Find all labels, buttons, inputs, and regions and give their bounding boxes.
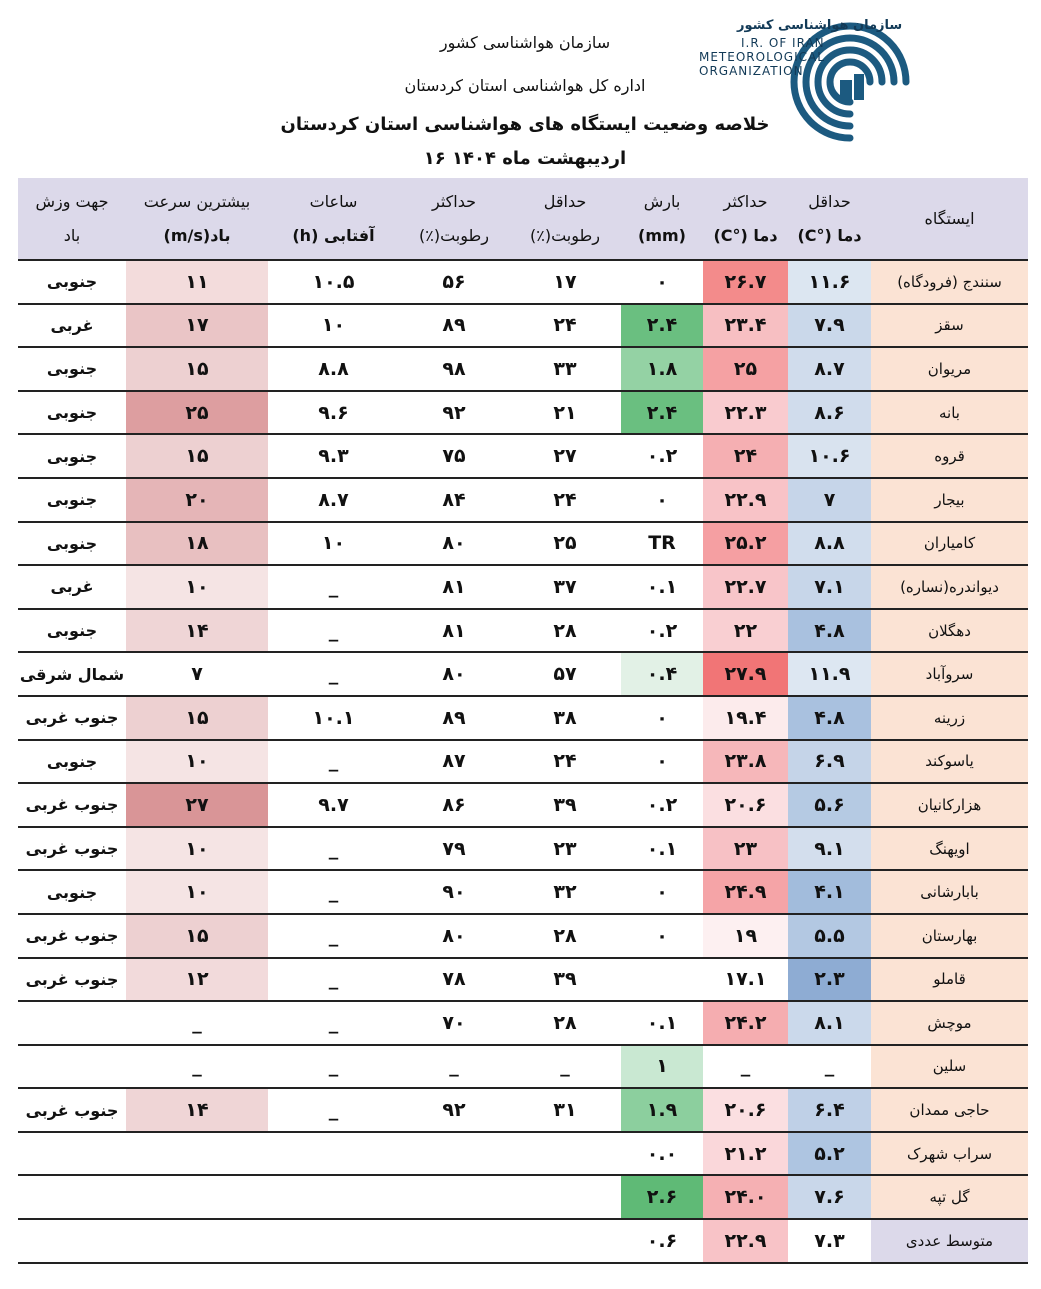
- cell-max-humidity: [399, 1175, 509, 1219]
- report-date: ۱۶ اردیبهشت ماه ۱۴۰۴: [423, 148, 627, 169]
- cell-sunshine-hours: ۱۰.۱: [268, 696, 399, 740]
- table-row: [18, 1132, 1028, 1176]
- cell-wind-direction: [18, 1132, 126, 1176]
- cell-min-temp: ۵.۶: [788, 783, 871, 827]
- cell-wind-direction: جنوبی: [18, 870, 126, 914]
- cell-max-wind-speed: ۱۰: [126, 565, 268, 609]
- cell-min-humidity: ۳۱: [509, 1088, 621, 1132]
- cell-wind-direction: جنوبی: [18, 522, 126, 566]
- cell-wind-direction: جنوب غربی: [18, 827, 126, 871]
- column-header-max-wind-speed: [126, 178, 268, 260]
- column-header-line-2: آفتابی (h): [292, 225, 375, 245]
- table-body: [18, 260, 1028, 1263]
- cell-max-wind-speed: ۲۰: [126, 478, 268, 522]
- cell-max-wind-speed: ۷: [126, 652, 268, 696]
- table-row: [18, 1088, 1028, 1132]
- cell-station: بیجار: [871, 478, 1028, 522]
- cell-precipitation: [621, 958, 703, 1002]
- table-header: [18, 178, 1028, 260]
- meteorological-organization-logo: [693, 14, 918, 144]
- cell-sunshine-hours: _: [268, 1045, 399, 1089]
- cell-min-temp: ۷.۱: [788, 565, 871, 609]
- cell-max-humidity: ۸۰: [399, 914, 509, 958]
- cell-max-wind-speed: _: [126, 1001, 268, 1045]
- cell-precipitation: ۰.۲: [621, 434, 703, 478]
- cell-min-humidity: ۲۸: [509, 609, 621, 653]
- cell-station: قاملو: [871, 958, 1028, 1002]
- cell-max-wind-speed: ۱۵: [126, 347, 268, 391]
- column-header-line-2: باد: [63, 225, 81, 245]
- cell-precipitation: ۰.۶: [621, 1219, 703, 1263]
- cell-max-humidity: ۸۱: [399, 565, 509, 609]
- cell-max-temp: ۲۲.۹: [703, 478, 788, 522]
- cell-min-humidity: ۲۸: [509, 914, 621, 958]
- table-row: [18, 1045, 1028, 1089]
- cell-min-temp: ۵.۲: [788, 1132, 871, 1176]
- cell-sunshine-hours: _: [268, 652, 399, 696]
- table-row: [18, 434, 1028, 478]
- cell-station: هزارکانیان: [871, 783, 1028, 827]
- cell-min-temp: ۴.۱: [788, 870, 871, 914]
- cell-max-temp: ۱۹.۴: [703, 696, 788, 740]
- cell-max-wind-speed: ۱۴: [126, 609, 268, 653]
- cell-precipitation: ۰: [621, 870, 703, 914]
- column-header-line-1: بارش: [643, 191, 681, 211]
- cell-min-humidity: ۲۴: [509, 740, 621, 784]
- cell-sunshine-hours: [268, 1175, 399, 1219]
- cell-station: متوسط عددی: [871, 1219, 1028, 1263]
- table-row: [18, 304, 1028, 348]
- cell-wind-direction: جنوب غربی: [18, 783, 126, 827]
- cell-min-temp: ۷.۹: [788, 304, 871, 348]
- cell-max-humidity: _: [399, 1045, 509, 1089]
- cell-wind-direction: جنوب غربی: [18, 1088, 126, 1132]
- cell-min-temp: ۸.۱: [788, 1001, 871, 1045]
- cell-precipitation: ۰.۴: [621, 652, 703, 696]
- cell-max-temp: ۲۶.۷: [703, 260, 788, 304]
- column-header-line-1: حداکثر: [431, 191, 476, 211]
- logo-english-line-2: METEOROLOGICAL: [699, 50, 825, 64]
- cell-max-temp: ۲۳.۴: [703, 304, 788, 348]
- column-header-line-1: حداقل: [808, 191, 851, 211]
- cell-max-temp: ۱۷.۱: [703, 958, 788, 1002]
- cell-min-humidity: [509, 1175, 621, 1219]
- cell-max-wind-speed: ۱۵: [126, 914, 268, 958]
- cell-min-humidity: ۲۴: [509, 304, 621, 348]
- table-row: [18, 696, 1028, 740]
- cell-min-humidity: ۳۹: [509, 783, 621, 827]
- cell-wind-direction: جنوبی: [18, 434, 126, 478]
- table-row: [18, 783, 1028, 827]
- cell-max-wind-speed: ۱۸: [126, 522, 268, 566]
- cell-max-wind-speed: ۱۷: [126, 304, 268, 348]
- cell-min-temp: ۶.۴: [788, 1088, 871, 1132]
- cell-wind-direction: [18, 1045, 126, 1089]
- column-header-wind-direction: [18, 178, 126, 260]
- cell-precipitation: ۰.۱: [621, 1001, 703, 1045]
- table-row: [18, 391, 1028, 435]
- cell-station: سراب شهرک: [871, 1132, 1028, 1176]
- cell-precipitation: TR: [621, 522, 703, 566]
- column-header-line-2: دما (°C): [797, 225, 862, 245]
- cell-station: گل تپه: [871, 1175, 1028, 1219]
- cell-max-humidity: ۸۹: [399, 696, 509, 740]
- cell-max-wind-speed: ۱۵: [126, 434, 268, 478]
- table-row: [18, 914, 1028, 958]
- cell-min-humidity: ۳۸: [509, 696, 621, 740]
- cell-max-temp: ۲۴.۹: [703, 870, 788, 914]
- cell-precipitation: ۱.۹: [621, 1088, 703, 1132]
- cell-max-wind-speed: ۱۰: [126, 740, 268, 784]
- cell-precipitation: ۰: [621, 260, 703, 304]
- cell-min-humidity: ۳۳: [509, 347, 621, 391]
- cell-max-temp: ۱۹: [703, 914, 788, 958]
- cell-station: بهارستان: [871, 914, 1028, 958]
- cell-min-temp: ۷.۳: [788, 1219, 871, 1263]
- column-header-max-temp: [703, 178, 788, 260]
- cell-wind-direction: [18, 1175, 126, 1219]
- cell-sunshine-hours: _: [268, 1001, 399, 1045]
- cell-max-temp: ۲۲.۳: [703, 391, 788, 435]
- cell-sunshine-hours: _: [268, 914, 399, 958]
- cell-sunshine-hours: _: [268, 565, 399, 609]
- cell-station: مریوان: [871, 347, 1028, 391]
- cell-max-wind-speed: [126, 1175, 268, 1219]
- table-row: [18, 870, 1028, 914]
- cell-precipitation: ۰: [621, 696, 703, 740]
- cell-max-temp: ۲۰.۶: [703, 1088, 788, 1132]
- cell-sunshine-hours: ۱۰: [268, 522, 399, 566]
- cell-min-humidity: ۵۷: [509, 652, 621, 696]
- cell-max-wind-speed: ۲۵: [126, 391, 268, 435]
- cell-station: سنندج (فرودگاه): [871, 260, 1028, 304]
- cell-max-wind-speed: ۲۷: [126, 783, 268, 827]
- cell-sunshine-hours: _: [268, 609, 399, 653]
- cell-sunshine-hours: ۱۰.۵: [268, 260, 399, 304]
- cell-max-humidity: ۵۶: [399, 260, 509, 304]
- column-header-min-temp: [788, 178, 871, 260]
- cell-precipitation: ۲.۴: [621, 391, 703, 435]
- cell-station: سلین: [871, 1045, 1028, 1089]
- cell-max-temp: ۲۱.۲: [703, 1132, 788, 1176]
- cell-station: سروآباد: [871, 652, 1028, 696]
- cell-min-temp: ۹.۱: [788, 827, 871, 871]
- cell-max-temp: ۲۳.۸: [703, 740, 788, 784]
- cell-max-wind-speed: [126, 1132, 268, 1176]
- cell-min-humidity: [509, 1219, 621, 1263]
- cell-sunshine-hours: _: [268, 1088, 399, 1132]
- cell-precipitation: ۲.۴: [621, 304, 703, 348]
- table-row: [18, 1175, 1028, 1219]
- cell-min-temp: ۴.۸: [788, 696, 871, 740]
- cell-max-humidity: ۸۴: [399, 478, 509, 522]
- cell-sunshine-hours: ۱۰: [268, 304, 399, 348]
- cell-min-temp: ۴.۸: [788, 609, 871, 653]
- cell-max-humidity: ۹۰: [399, 870, 509, 914]
- cell-sunshine-hours: _: [268, 958, 399, 1002]
- cell-max-humidity: ۹۸: [399, 347, 509, 391]
- cell-station: موچش: [871, 1001, 1028, 1045]
- cell-wind-direction: غربی: [18, 565, 126, 609]
- cell-sunshine-hours: _: [268, 827, 399, 871]
- cell-max-wind-speed: _: [126, 1045, 268, 1089]
- cell-station: کامیاران: [871, 522, 1028, 566]
- cell-min-humidity: [509, 1132, 621, 1176]
- cell-min-humidity: ۲۷: [509, 434, 621, 478]
- cell-max-humidity: ۷۸: [399, 958, 509, 1002]
- cell-max-temp: ۲۴.۲: [703, 1001, 788, 1045]
- cell-precipitation: ۰: [621, 740, 703, 784]
- cell-min-humidity: ۲۵: [509, 522, 621, 566]
- table-row: [18, 740, 1028, 784]
- average-row: [18, 1219, 1028, 1263]
- table-row: [18, 522, 1028, 566]
- cell-sunshine-hours: ۹.۷: [268, 783, 399, 827]
- cell-max-wind-speed: ۱۰: [126, 870, 268, 914]
- cell-max-humidity: [399, 1219, 509, 1263]
- cell-min-temp: ۱۱.۶: [788, 260, 871, 304]
- cell-wind-direction: جنوبی: [18, 347, 126, 391]
- cell-wind-direction: غربی: [18, 304, 126, 348]
- cell-min-temp: ۷.۶: [788, 1175, 871, 1219]
- column-header-line-1: بیشترین سرعت: [143, 191, 251, 211]
- cell-sunshine-hours: ۸.۸: [268, 347, 399, 391]
- cell-precipitation: ۰.۱: [621, 565, 703, 609]
- cell-max-humidity: ۸۷: [399, 740, 509, 784]
- cell-min-temp: ۱۱.۹: [788, 652, 871, 696]
- cell-max-wind-speed: ۱۰: [126, 827, 268, 871]
- column-header-line-2: (mm): [638, 225, 686, 245]
- column-header-line-2: دما (°C): [713, 225, 778, 245]
- column-header-line-1: جهت وزش: [35, 191, 109, 211]
- logo-english-line-1: I.R. OF IRAN: [741, 36, 825, 50]
- cell-max-humidity: ۸۰: [399, 652, 509, 696]
- cell-sunshine-hours: _: [268, 870, 399, 914]
- cell-max-humidity: ۷۹: [399, 827, 509, 871]
- cell-max-humidity: [399, 1132, 509, 1176]
- cell-max-wind-speed: ۱۴: [126, 1088, 268, 1132]
- cell-max-wind-speed: [126, 1219, 268, 1263]
- cell-station: حاجی ممدان: [871, 1088, 1028, 1132]
- cell-max-humidity: ۹۲: [399, 1088, 509, 1132]
- column-header-line-1: حداکثر: [723, 191, 768, 211]
- cell-precipitation: ۰.۲: [621, 609, 703, 653]
- cell-sunshine-hours: [268, 1219, 399, 1263]
- cell-min-temp: ۸.۸: [788, 522, 871, 566]
- table-row: [18, 827, 1028, 871]
- station-weather-table: [18, 178, 1028, 1264]
- cell-max-humidity: ۹۲: [399, 391, 509, 435]
- cell-max-temp: _: [703, 1045, 788, 1089]
- column-header-station: [871, 178, 1028, 260]
- cell-min-temp: ۶.۹: [788, 740, 871, 784]
- report-title: خلاصه وضعیت ایستگاه های هواشناسی استان کردستان: [280, 114, 770, 135]
- cell-wind-direction: جنوبی: [18, 260, 126, 304]
- cell-station: یاسوکند: [871, 740, 1028, 784]
- table-row: [18, 478, 1028, 522]
- table-row: [18, 652, 1028, 696]
- organization-name: سازمان هواشناسی کشور: [439, 33, 611, 52]
- cell-max-temp: ۲۵.۲: [703, 522, 788, 566]
- cell-precipitation: ۰.۰: [621, 1132, 703, 1176]
- cell-precipitation: ۱: [621, 1045, 703, 1089]
- cell-min-temp: ۸.۷: [788, 347, 871, 391]
- cell-wind-direction: جنوب غربی: [18, 914, 126, 958]
- cell-min-humidity: ۲۴: [509, 478, 621, 522]
- cell-min-humidity: ۲۸: [509, 1001, 621, 1045]
- cell-max-humidity: ۷۰: [399, 1001, 509, 1045]
- cell-wind-direction: [18, 1219, 126, 1263]
- provincial-office-name: اداره کل هواشناسی استان کردستان: [404, 76, 646, 95]
- cell-precipitation: ۰: [621, 914, 703, 958]
- cell-max-wind-speed: ۱۱: [126, 260, 268, 304]
- cell-precipitation: ۰.۱: [621, 827, 703, 871]
- cell-min-humidity: ۳۷: [509, 565, 621, 609]
- column-header-line-1: ساعات: [309, 191, 358, 211]
- cell-max-temp: ۲۷.۹: [703, 652, 788, 696]
- cell-max-temp: ۲۵: [703, 347, 788, 391]
- cell-max-temp: ۲۲: [703, 609, 788, 653]
- cell-max-temp: ۲۲.۷: [703, 565, 788, 609]
- cell-max-temp: ۲۴: [703, 434, 788, 478]
- cell-min-temp: ۷: [788, 478, 871, 522]
- cell-wind-direction: جنوب غربی: [18, 958, 126, 1002]
- logo-persian-name: سازمان هواشناسی کشور: [737, 18, 903, 33]
- cell-precipitation: ۲.۶: [621, 1175, 703, 1219]
- column-header-sunshine-hours: [268, 178, 399, 260]
- cell-max-humidity: ۸۱: [399, 609, 509, 653]
- cell-max-humidity: ۸۶: [399, 783, 509, 827]
- cell-station: سقز: [871, 304, 1028, 348]
- cell-wind-direction: شمال شرقی: [18, 652, 126, 696]
- table-row: [18, 347, 1028, 391]
- column-header-max-humidity: [399, 178, 509, 260]
- column-header-line-2: باد(m/s): [163, 225, 231, 245]
- cell-sunshine-hours: ۹.۶: [268, 391, 399, 435]
- cell-min-humidity: ۳۲: [509, 870, 621, 914]
- cell-station: اویهنگ: [871, 827, 1028, 871]
- column-header-line-2: رطوبت(٪): [419, 225, 489, 245]
- column-header-min-humidity: [509, 178, 621, 260]
- cell-min-temp: ۵.۵: [788, 914, 871, 958]
- cell-max-temp: ۲۳: [703, 827, 788, 871]
- cell-max-wind-speed: ۱۲: [126, 958, 268, 1002]
- column-header-line-1: ایستگاه: [924, 208, 975, 228]
- column-header-line-1: حداقل: [543, 191, 587, 211]
- cell-wind-direction: جنوب غربی: [18, 696, 126, 740]
- cell-station: زرینه: [871, 696, 1028, 740]
- cell-station: دیواندره(نساره): [871, 565, 1028, 609]
- cell-min-humidity: ۲۳: [509, 827, 621, 871]
- cell-min-temp: ۱۰.۶: [788, 434, 871, 478]
- table-row: [18, 609, 1028, 653]
- table-row: [18, 260, 1028, 304]
- cell-min-humidity: _: [509, 1045, 621, 1089]
- cell-wind-direction: جنوبی: [18, 478, 126, 522]
- cell-max-temp: ۲۰.۶: [703, 783, 788, 827]
- cell-wind-direction: [18, 1001, 126, 1045]
- cell-precipitation: ۱.۸: [621, 347, 703, 391]
- cell-wind-direction: جنوبی: [18, 391, 126, 435]
- cell-station: بابارشانی: [871, 870, 1028, 914]
- cell-max-temp: ۲۴.۰: [703, 1175, 788, 1219]
- table-row: [18, 1001, 1028, 1045]
- cell-max-humidity: ۸۹: [399, 304, 509, 348]
- cell-sunshine-hours: ۸.۷: [268, 478, 399, 522]
- table-row: [18, 565, 1028, 609]
- cell-max-temp: ۲۲.۹: [703, 1219, 788, 1263]
- cell-station: بانه: [871, 391, 1028, 435]
- cell-max-humidity: ۸۰: [399, 522, 509, 566]
- table-row: [18, 958, 1028, 1002]
- cell-sunshine-hours: _: [268, 740, 399, 784]
- cell-min-temp: ۸.۶: [788, 391, 871, 435]
- column-header-line-2: رطوبت(٪): [530, 225, 600, 245]
- cell-min-humidity: ۲۱: [509, 391, 621, 435]
- cell-station: دهگلان: [871, 609, 1028, 653]
- logo-english-line-3: ORGANIZATION: [699, 64, 804, 78]
- cell-sunshine-hours: [268, 1132, 399, 1176]
- cell-max-wind-speed: ۱۵: [126, 696, 268, 740]
- cell-max-humidity: ۷۵: [399, 434, 509, 478]
- cell-precipitation: ۰.۲: [621, 783, 703, 827]
- cell-min-temp: ۲.۳: [788, 958, 871, 1002]
- cell-station: قروه: [871, 434, 1028, 478]
- column-header-precipitation: [621, 178, 703, 260]
- cell-precipitation: ۰: [621, 478, 703, 522]
- cell-min-humidity: ۱۷: [509, 260, 621, 304]
- cell-min-temp: _: [788, 1045, 871, 1089]
- cell-wind-direction: جنوبی: [18, 609, 126, 653]
- cell-sunshine-hours: ۹.۳: [268, 434, 399, 478]
- cell-wind-direction: جنوبی: [18, 740, 126, 784]
- cell-min-humidity: ۳۹: [509, 958, 621, 1002]
